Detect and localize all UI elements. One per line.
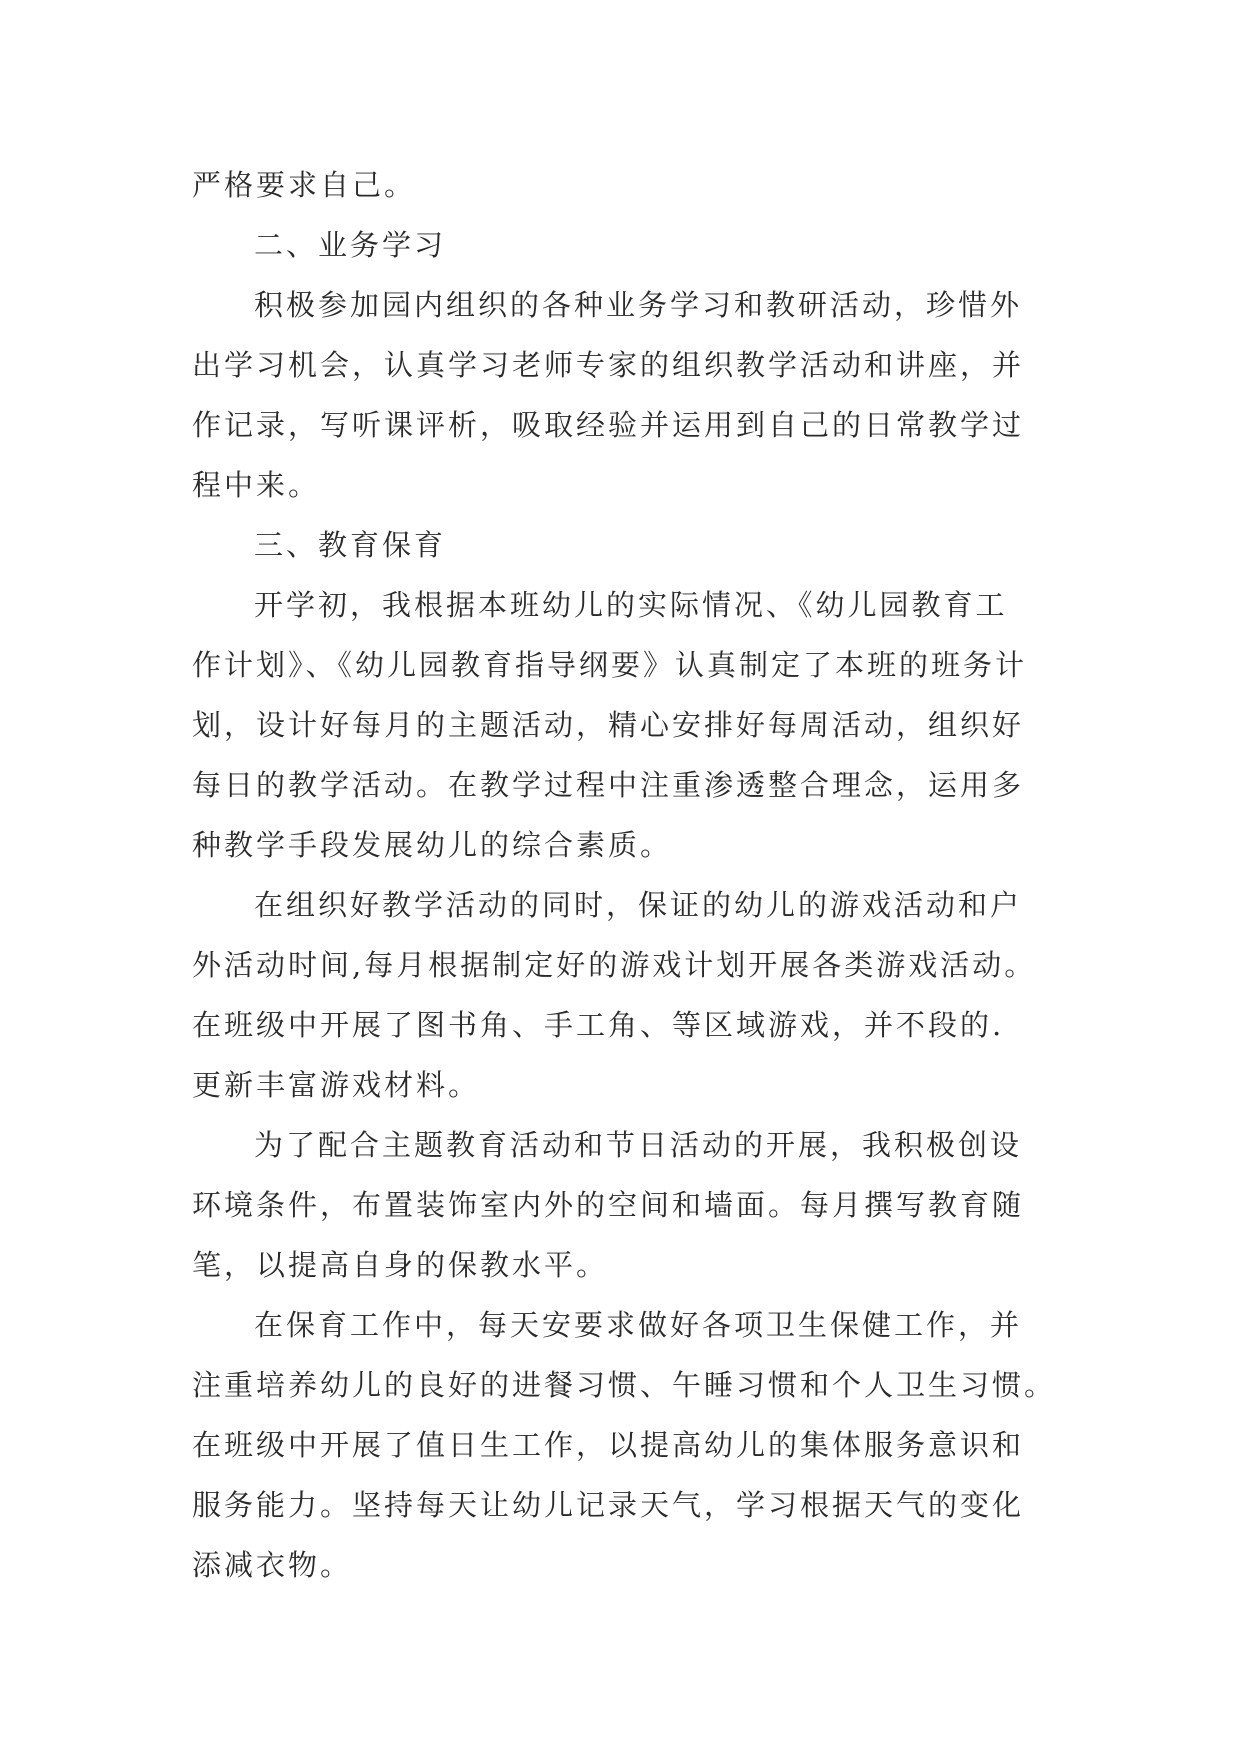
paragraph-line: 在班级中开展了图书角、手工角、等区域游戏，并不段的. [192,1008,1005,1042]
section-heading-business-study: 二、业务学习 [254,228,447,262]
paragraph-line: 添减衣物。 [192,1548,353,1582]
paragraph-line: 环境条件，布置装饰室内外的空间和墙面。每月撰写教育随 [192,1188,1025,1222]
paragraph-line: 在班级中开展了值日生工作，以提高幼儿的集体服务意识和 [192,1428,1025,1462]
paragraph-line: 种教学手段发展幼儿的综合素质。 [192,828,673,862]
paragraph-line: 程中来。 [192,468,321,502]
paragraph-line: 笔，以提高自身的保教水平。 [192,1248,609,1282]
paragraph-line: 注重培养幼儿的良好的进餐习惯、午睡习惯和个人卫生习惯。 [192,1368,1057,1402]
paragraph-line: 外活动时间,每月根据制定好的游戏计划开展各类游戏活动。 [192,948,1037,982]
paragraph-line: 在组织好教学活动的同时，保证的幼儿的游戏活动和户 [254,888,1023,922]
section-heading-education-care: 三、教育保育 [254,528,447,562]
paragraph-line: 服务能力。坚持每天让幼儿记录天气，学习根据天气的变化 [192,1488,1025,1522]
paragraph-line: 作计划》、《幼儿园教育指导纲要》认真制定了本班的班务计 [192,648,1028,682]
paragraph-line: 更新丰富游戏材料。 [192,1068,481,1102]
paragraph-line: 出学习机会，认真学习老师专家的组织教学活动和讲座，并 [192,348,1025,382]
paragraph-line: 开学初，我根据本班幼儿的实际情况、《幼儿园教育工 [254,588,1008,622]
paragraph-line: 为了配合主题教育活动和节日活动的开展，我积极创设 [254,1128,1023,1162]
paragraph-line: 积极参加园内组织的各种业务学习和教研活动，珍惜外 [254,288,1023,322]
document-body [192,155,1057,1595]
paragraph-line: 划，设计好每月的主题活动，精心安排好每周活动，组织好 [192,708,1025,742]
paragraph-line: 严格要求自己。 [192,168,417,202]
paragraph-line: 在保育工作中，每天安要求做好各项卫生保健工作，并 [254,1308,1023,1342]
paragraph-line: 作记录，写听课评析，吸取经验并运用到自己的日常教学过 [192,408,1025,442]
paragraph-line: 每日的教学活动。在教学过程中注重渗透整合理念，运用多 [192,768,1025,802]
